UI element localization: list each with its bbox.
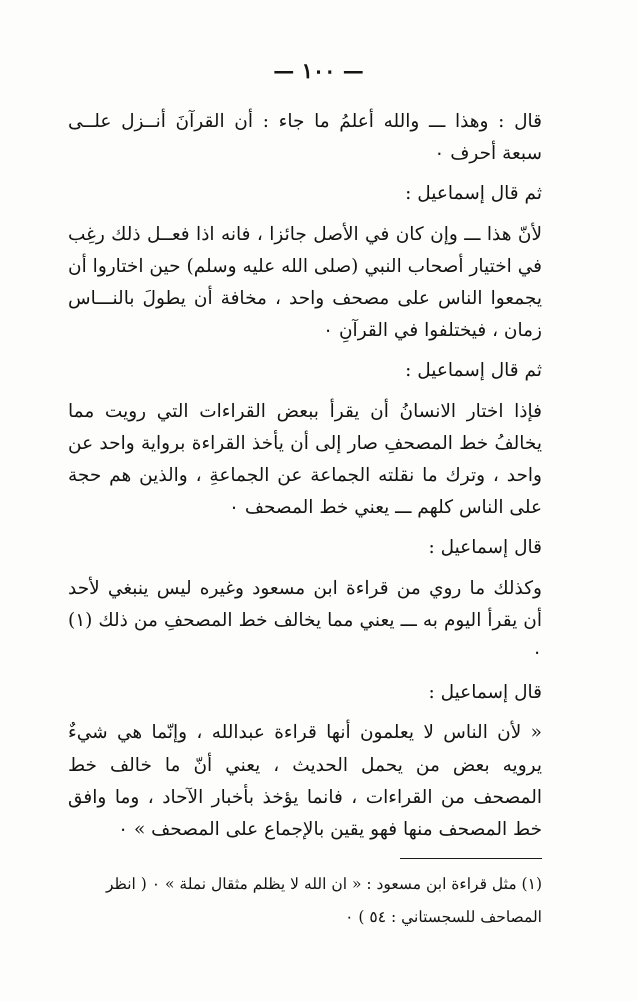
paragraph-heading-ismail-1: ثم قال إسماعيل : <box>405 183 542 205</box>
paragraph-ibn-masud: وكذلك ما روي من قراءة ابن مسعود وغيره ليس ينبغي لأحد أن يقرأ اليوم به ـــ يعني مما يخالف خط المصحفِ من ذلك (١) ٠ <box>68 577 542 664</box>
paragraph-heading-ismail-3: قال إسماعيل : <box>428 537 542 559</box>
paragraph-ismail-choice: فإذا اختار الانسانُ أن يقرأ ببعض القراءات التي رويت مما يخالفُ خط المصحفِ صار إلى أن يأخذ القراءة برواية واحد عن واحد ، وترك ما نقلته الجماعة عن الجماعةِ ، والذين هم حجة على الناس كلهم ـــ يعني خط المصحف ٠ <box>68 400 542 519</box>
paragraph-intro-quote: قال : وهذا ـــ والله أعلمُ ما جاء : أن القرآنَ أنــزل علــى سبعة أحرف ٠ <box>68 111 542 165</box>
body-text <box>68 106 542 846</box>
page-number: — ١٠٠ — <box>273 58 364 83</box>
paragraph-heading-ismail-2: ثم قال إسماعيل : <box>405 360 542 382</box>
footnote-line-2: المصاحف للسجستاني : ٥٤ ) ٠ <box>345 908 542 926</box>
footnote <box>68 868 542 934</box>
footnote-divider <box>400 858 542 859</box>
paragraph-ismail-reason: لأنّ هذا ـــ وإن كان في الأصل جائزا ، فانه اذا فعــل ذلك رغِب في اختيار أصحاب النبي (صلى الله عليه وسلم) حين اختاروا أن يجمعوا الناس على مصحف واحد ، مخافة أن يطولَ بالنـــاس زمان ، فيختلفوا في القرآنِ ٠ <box>68 223 542 342</box>
footnote-line-1: (١) مثل قراءة ابن مسعود : « ان الله لا يظلم مثقال نملة » ٠ ( انظر <box>105 875 542 893</box>
paragraph-heading-ismail-4: قال إسماعيل : <box>428 682 542 704</box>
paragraph-ismail-quote: « لأن الناس لا يعلمون أنها قراءة عبدالله ، وإنّما هي شيءٌ يرويه بعض من يحمل الحديث ، يعني أنّ ما خالف خط المصحف من القراءات ، فانما يؤخذ بأخبار الآحاد ، وما وافق خط المصحف منها فهو يقين بالإجماع على المصحف » ٠ <box>68 722 542 841</box>
